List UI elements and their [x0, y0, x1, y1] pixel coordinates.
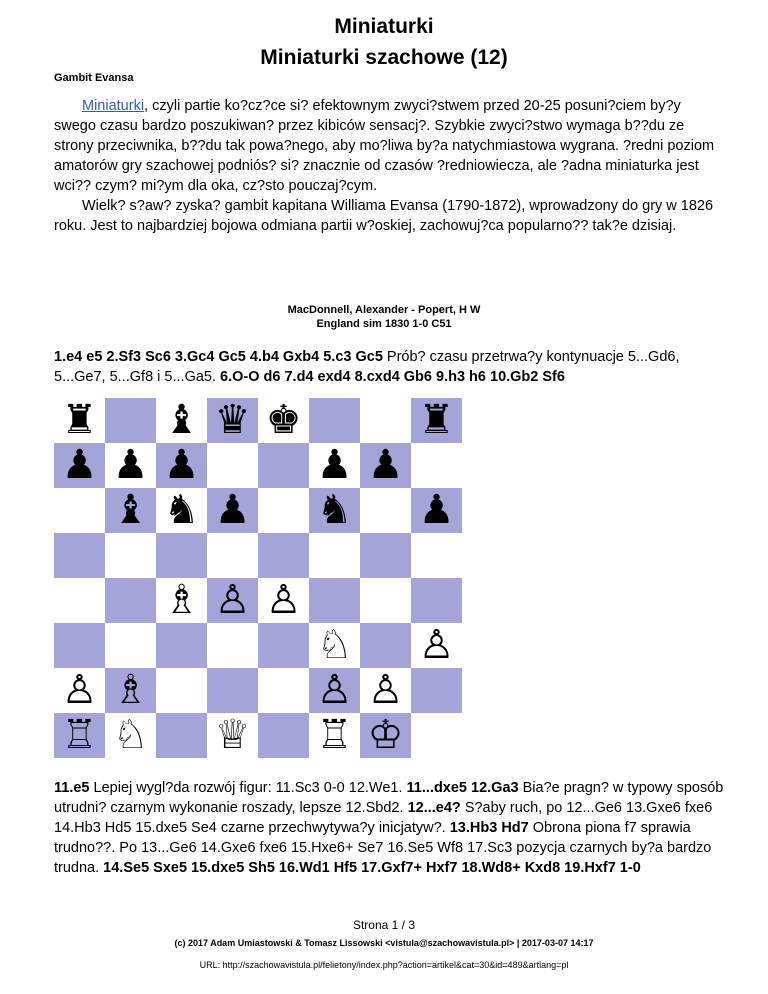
moves-bold-2: 6.O-O d6 7.d4 exd4 8.cxd4 Gb6 9.h3 h6 10.Gb2 Sf6 — [220, 369, 565, 385]
moves2-bold-2: 11...dxe5 12.Ga3 — [406, 780, 519, 796]
square-g5 — [360, 533, 411, 578]
intro-text — [54, 96, 726, 236]
square-f5 — [309, 533, 360, 578]
square-d3 — [207, 623, 258, 668]
square-a2: ♙ — [54, 668, 105, 713]
moves2-bold-3: 12...e4? — [407, 800, 461, 816]
square-b3 — [105, 623, 156, 668]
square-g4 — [360, 578, 411, 623]
square-d8: ♛ — [207, 398, 258, 443]
square-e8: ♚ — [258, 398, 309, 443]
square-d5 — [207, 533, 258, 578]
comment-1: Prób? czasu przetrwa?y kontynuacje 5...Gd6, 5...Ge7, 5...Gf8 i 5...Ga5. — [54, 349, 680, 385]
square-h6: ♟ — [411, 488, 462, 533]
square-e3 — [258, 623, 309, 668]
miniaturki-link[interactable]: Miniaturki — [82, 98, 145, 114]
square-g1: ♔ — [360, 713, 411, 758]
square-d1: ♕ — [207, 713, 258, 758]
intro-paragraph-1 — [54, 96, 726, 196]
source-url: URL: http://szachowavistula.pl/felietony/index.php?action=artikel&cat=30&id=489&artlang=pl — [199, 960, 569, 970]
square-f8 — [309, 398, 360, 443]
square-b1: ♘ — [105, 713, 156, 758]
square-b5 — [105, 533, 156, 578]
moves-continuation — [54, 778, 726, 878]
square-h8: ♜ — [411, 398, 462, 443]
square-a6 — [54, 488, 105, 533]
page-number: Strona 1 / 3 — [352, 918, 416, 932]
square-h4 — [411, 578, 462, 623]
square-d4: ♙ — [207, 578, 258, 623]
square-a1: ♖ — [54, 713, 105, 758]
moves2-bold-5: 14.Se5 Sxe5 15.dxe5 Sh5 16.Wd1 Hf5 17.Gxf7+ Hxf7 18.Wd8+ Kxd8 19.Hxf7 1-0 — [103, 860, 641, 876]
square-b4 — [105, 578, 156, 623]
square-c5 — [156, 533, 207, 578]
game-event: England sim 1830 1-0 C51 — [316, 318, 452, 330]
square-a5 — [54, 533, 105, 578]
moves-bold-1: 1.e4 e5 2.Sf3 Sc6 3.Gc4 Gc5 4.b4 Gxb4 5.c3 Gc5 — [54, 349, 383, 365]
square-b2: ♗ — [105, 668, 156, 713]
square-b6: ♝ — [105, 488, 156, 533]
moves2-bold-1: 11.e5 — [54, 780, 90, 796]
square-d7 — [207, 443, 258, 488]
square-e6 — [258, 488, 309, 533]
comment-4: S?aby ruch, po 12...Ge6 13.Gxe6 fxe6 14.Hb3 Hd5 15.dxe5 Se4 czarne przechwytywa?y inicjatyw?. — [54, 800, 713, 836]
intro-p1-rest: , czyli partie ko?cz?ce si? efektownym zwyci?stwem przed 20-25 posuni?ciem by?y swego czasu bardzo poszukiwan? przez kibiców sensacj?. Szybkie zwyci?stwo wymaga b??du ze strony przeciwnika, b??du tak powa?nego, aby mo?liwa by?a natychmiastowa wygrana. ?redni poziom amatorów gry szachowej podniós? si? znacznie od czasów ?redniowiecza, ale ?adna miniaturka jest wci?? czym? mi?ym dla oka, cz?sto pouczaj?cym. — [54, 98, 715, 194]
square-f1: ♖ — [309, 713, 360, 758]
section-label: Gambit Evansa — [54, 72, 134, 84]
square-e7 — [258, 443, 309, 488]
square-c4: ♗ — [156, 578, 207, 623]
chess-board — [54, 398, 462, 758]
square-h3: ♙ — [411, 623, 462, 668]
square-c8: ♝ — [156, 398, 207, 443]
square-h5 — [411, 533, 462, 578]
square-f2: ♙ — [309, 668, 360, 713]
square-d2 — [207, 668, 258, 713]
moves-opening — [54, 347, 726, 387]
square-g7: ♟ — [360, 443, 411, 488]
square-g8 — [360, 398, 411, 443]
copyright-line: (c) 2017 Adam Umiastowski & Tomasz Lissowski <vistula@szachowavistula.pl> | 2017-03-07 14:17 — [174, 938, 594, 948]
square-g2: ♙ — [360, 668, 411, 713]
square-a8: ♜ — [54, 398, 105, 443]
square-g3 — [360, 623, 411, 668]
square-a3 — [54, 623, 105, 668]
comment-5: Obrona piona f7 sprawia trudno??. Po 13...Ge6 14.Gxe6 fxe6 15.Hxe6+ Se7 16.Se5 Wf8 17.Sc3 pozycja czarnych by?a bardzo trudna. — [54, 820, 712, 876]
square-a4 — [54, 578, 105, 623]
game-players: MacDonnell, Alexander - Popert, H W — [287, 304, 481, 316]
comment-2: Lepiej wygl?da rozwój figur: 11.Sc3 0-0 12.We1. — [89, 780, 407, 796]
square-f4 — [309, 578, 360, 623]
square-c6: ♞ — [156, 488, 207, 533]
moves2-bold-4: 13.Hb3 Hd7 — [449, 820, 529, 836]
square-e2 — [258, 668, 309, 713]
square-c3 — [156, 623, 207, 668]
square-h1 — [411, 713, 462, 758]
square-h2 — [411, 668, 462, 713]
square-e5 — [258, 533, 309, 578]
square-c1 — [156, 713, 207, 758]
square-e4: ♙ — [258, 578, 309, 623]
square-a7: ♟ — [54, 443, 105, 488]
square-b8 — [105, 398, 156, 443]
page-subtitle: Miniaturki szachowe (12) — [260, 46, 508, 69]
square-f7: ♟ — [309, 443, 360, 488]
square-f3: ♘ — [309, 623, 360, 668]
square-e1 — [258, 713, 309, 758]
intro-paragraph-2: Wielk? s?aw? zyska? gambit kapitana Williama Evansa (1790-1872), wprowadzony do gry w 1826 roku. Jest to najbardziej bojowa odmiana partii w?oskiej, zachowuj?ca popularno?? tak?e dzisiaj. — [54, 198, 714, 234]
square-h7 — [411, 443, 462, 488]
square-g6 — [360, 488, 411, 533]
page-title: Miniaturki — [334, 15, 434, 38]
square-d6: ♟ — [207, 488, 258, 533]
square-b7: ♟ — [105, 443, 156, 488]
square-f6: ♞ — [309, 488, 360, 533]
comment-3: Bia?e pragn? w typowy sposób utrudni? czarnym wykonanie roszady, lepsze 12.Sbd2. — [54, 780, 724, 816]
square-c7: ♟ — [156, 443, 207, 488]
square-c2 — [156, 668, 207, 713]
